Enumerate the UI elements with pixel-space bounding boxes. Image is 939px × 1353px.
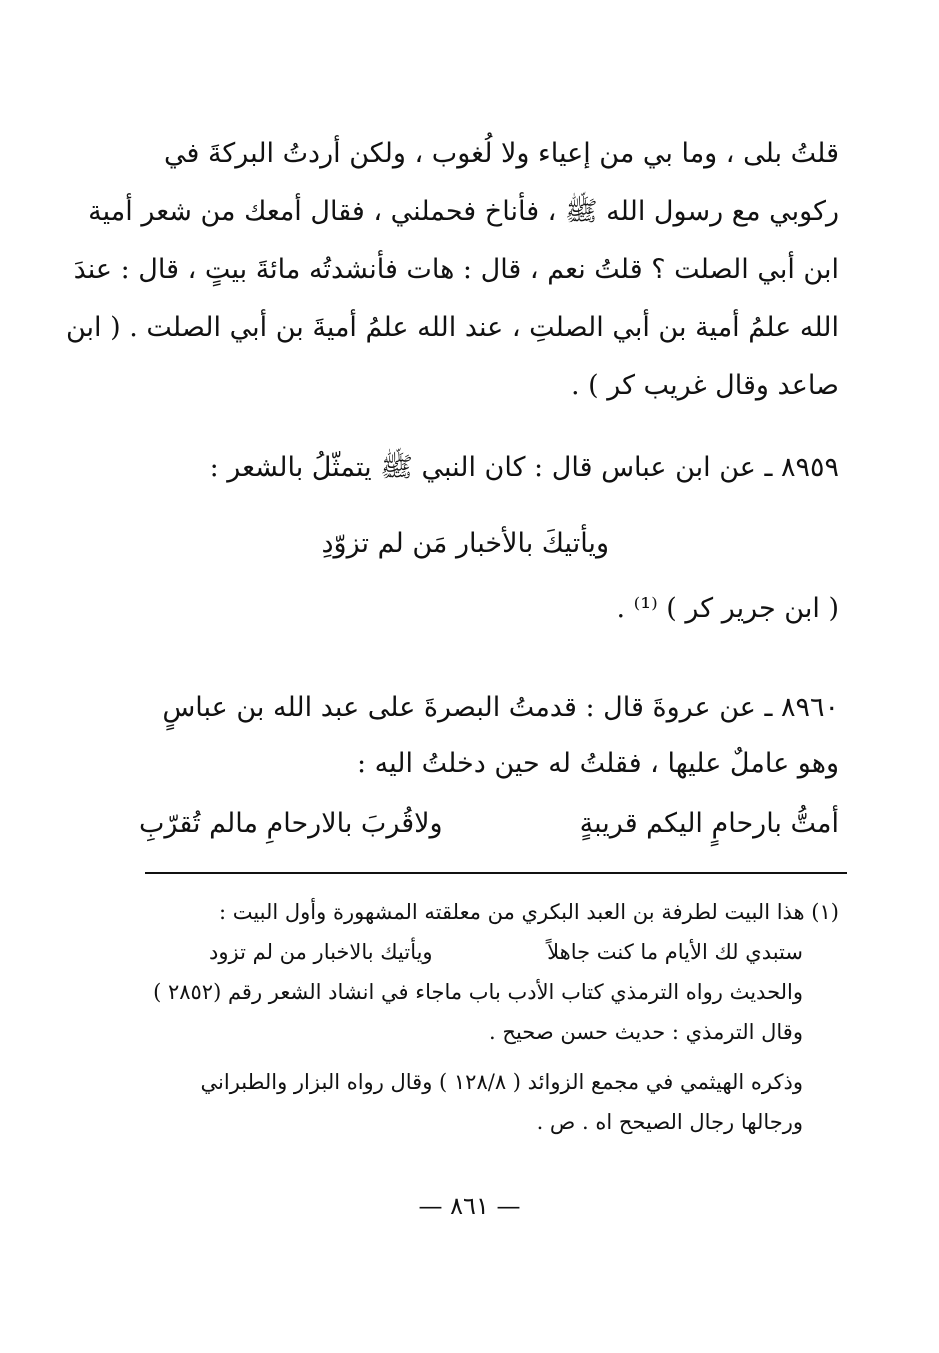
footnote-line: وذكره الهيثمي في مجمع الزوائد ( ١٢٨/٨ ) وقال رواه البزار والطبراني bbox=[200, 1070, 803, 1094]
verse-line: ويأتيكَ بالأخبار مَن لم تزوّدِ bbox=[321, 528, 609, 559]
text-line: ابن أبي الصلت ؟ قلتُ نعم ، قال : هات فأنشدتُه مائةَ بيتٍ ، قال : عندَ bbox=[73, 254, 839, 285]
text-line: وهو عاملٌ عليها ، فقلتُ له حين دخلتُ اليه : bbox=[356, 748, 839, 779]
text-line: قلتُ بلى ، وما بي من إعياء ولا لُغوب ، ولكن أردتُ البركةَ في bbox=[163, 138, 839, 169]
footnote-divider bbox=[145, 872, 847, 874]
footnote-intro: (١) هذا البيت لطرفة بن العبد البكري من معلقته المشهورة وأول البيت : bbox=[218, 900, 839, 924]
verse-couplet bbox=[139, 808, 839, 839]
hadith-8960 bbox=[139, 680, 839, 792]
page-number: — ٨٦١ — bbox=[418, 1192, 521, 1220]
footnote-line: والحديث رواه الترمذي كتاب الأدب باب ماجاء في انشاد الشعر رقم (٢٨٥٢ ) bbox=[153, 980, 803, 1004]
hadith-source: ( ابن جرير كر ) ⁽¹⁾ . bbox=[616, 593, 839, 624]
hadith-8959 bbox=[139, 450, 839, 490]
footnotes bbox=[139, 892, 839, 1142]
footnote-verse bbox=[139, 932, 839, 972]
footnote-verse-first: ستبدي لك الأيام ما كنت جاهلاً bbox=[547, 940, 803, 964]
hadith-text: ٨٩٥٩ ـ عن ابن عباس قال : كان النبي ﷺ يتمثّلُ بالشعر : bbox=[209, 452, 839, 483]
footnote-line: ورجالها رجال الصيحح اه . ص . bbox=[536, 1110, 803, 1134]
text-line: ركوبي مع رسول الله ﷺ ، فأناخ فحملني ، فقال أمعك من شعر أمية bbox=[88, 196, 839, 227]
verse-first-hemistich: أمتُّ بارحامٍ اليكم قريبةٍ bbox=[579, 808, 839, 839]
text-line: ٨٩٦٠ ـ عن عروةَ قال : قدمتُ البصرةَ على عبد الله بن عباسٍ bbox=[162, 692, 839, 723]
verse-second-hemistich: ولاقُربَ بالارحامِ مالم تُقرّبِ bbox=[139, 808, 443, 839]
footnote-line: وقال الترمذي : حديث حسن صحيح . bbox=[489, 1020, 803, 1044]
paragraph-opening bbox=[65, 125, 839, 415]
footnote-verse-second: ويأتيك بالاخبار من لم تزود bbox=[209, 940, 433, 964]
text-line: صاعد وقال غريب كر ) . bbox=[570, 370, 839, 401]
text-line: الله علمُ أمية بن أبي الصلتِ ، عند الله علمُ أميةَ بن أبي الصلت . ( ابن bbox=[65, 312, 839, 343]
